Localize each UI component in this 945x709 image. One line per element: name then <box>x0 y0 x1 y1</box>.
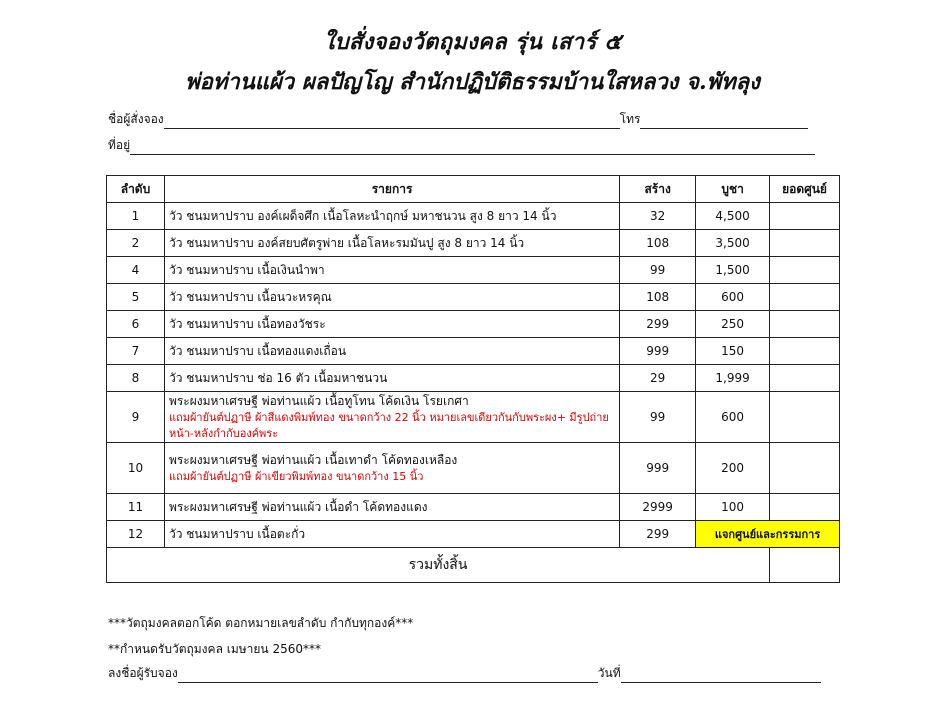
header-price: บูชา <box>696 176 770 203</box>
row-item-cell <box>164 443 619 494</box>
row-price: 250 <box>696 311 770 338</box>
row-price: 4,500 <box>696 203 770 230</box>
phone-label: โทร <box>619 112 641 126</box>
row-item: วัว ชนมหาปราบ องค์สยบศัตรูพ่าย เนื้อโลหะรมมันปู สูง 8 ยาว 14 นิ้ว <box>164 230 619 257</box>
total-amount-field[interactable] <box>770 548 840 583</box>
row-made: 108 <box>620 284 696 311</box>
header-made: สร้าง <box>620 176 696 203</box>
header-no: ลำดับ <box>107 176 165 203</box>
row-price: 150 <box>696 338 770 365</box>
row-no: 6 <box>107 311 165 338</box>
address-label: ที่อยู่ <box>108 138 131 152</box>
table-row <box>107 203 840 230</box>
row-no: 2 <box>107 230 165 257</box>
address-field[interactable] <box>130 140 815 155</box>
row-made: 299 <box>620 521 696 548</box>
row-item: วัว ชนมหาปราบ องค์เผด็จศึก เนื้อโลหะนำฤกษ์ มหาชนวน สูง 8 ยาว 14 นิ้ว <box>164 203 619 230</box>
table-row <box>107 338 840 365</box>
row-price: 3,500 <box>696 230 770 257</box>
row-item: พระผงมหาเศรษฐี พ่อท่านแผ้ว เนื้อทูโทน โค้ดเงิน โรยเกศา <box>168 394 469 408</box>
row-made: 99 <box>620 257 696 284</box>
row-item: วัว ชนมหาปราบ เนื้อทองวัชระ <box>164 311 619 338</box>
row-price: 600 <box>696 392 770 443</box>
row-no: 8 <box>107 365 165 392</box>
row-amount-field[interactable] <box>770 338 840 365</box>
row-no: 7 <box>107 338 165 365</box>
date-field[interactable] <box>621 668 821 683</box>
name-field[interactable] <box>164 114 620 129</box>
table-row <box>107 284 840 311</box>
row-item: วัว ชนมหาปราบ ช่อ 16 ตัว เนื้อมหาชนวน <box>164 365 619 392</box>
total-label: รวมทั้งสิ้น <box>107 548 770 583</box>
row-price: 100 <box>696 494 770 521</box>
row-amount-field[interactable] <box>770 284 840 311</box>
sign-label: ลงชื่อผู้รับจอง <box>108 666 178 680</box>
row-item: วัว ชนมหาปราบ เนื้อนวะหรคุณ <box>164 284 619 311</box>
table-row <box>107 365 840 392</box>
row-amount-field[interactable] <box>770 230 840 257</box>
row-made: 999 <box>620 443 696 494</box>
row-amount-field[interactable] <box>770 443 840 494</box>
row-made: 108 <box>620 230 696 257</box>
name-label: ชื่อผู้สั่งจอง <box>108 112 164 126</box>
row-item: พระผงมหาเศรษฐี พ่อท่านแผ้ว เนื้อเทาดำ โค้ดทองเหลือง <box>168 453 458 467</box>
header-item: รายการ <box>164 176 619 203</box>
table-row <box>107 521 840 548</box>
row-no: 5 <box>107 284 165 311</box>
date-label: วันที่ <box>597 666 621 680</box>
table-header-row <box>107 176 840 203</box>
table-row <box>107 311 840 338</box>
row-item: วัว ชนมหาปราบ เนื้อตะกั่ว <box>164 521 619 548</box>
row-no: 4 <box>107 257 165 284</box>
table-row <box>107 230 840 257</box>
row-amount-field[interactable] <box>770 392 840 443</box>
total-row <box>107 548 840 583</box>
row-price: 1,500 <box>696 257 770 284</box>
row-price: 200 <box>696 443 770 494</box>
row-item-note: แถมผ้ายันต์ปฏาษี ผ้าเขียวพิมพ์ทอง ขนาดกว้าง 15 นิ้ว <box>168 470 424 483</box>
row-item: วัว ชนมหาปราบ เนื้อเงินนำพา <box>164 257 619 284</box>
row-amount-field[interactable] <box>770 257 840 284</box>
row-item-cell <box>164 392 619 443</box>
row-made: 32 <box>620 203 696 230</box>
row-item: พระผงมหาเศรษฐี พ่อท่านแผ้ว เนื้อดำ โค้ดทองแดง <box>164 494 619 521</box>
row-no: 10 <box>107 443 165 494</box>
row-amount-field[interactable] <box>770 203 840 230</box>
row-made: 999 <box>620 338 696 365</box>
table-row <box>107 443 840 494</box>
order-table <box>106 175 840 583</box>
header-amount: ยอดศูนย์ <box>770 176 840 203</box>
row-made: 29 <box>620 365 696 392</box>
address-row <box>108 136 815 155</box>
row-price: 600 <box>696 284 770 311</box>
phone-field[interactable] <box>640 114 808 129</box>
row-item: วัว ชนมหาปราบ เนื้อทองแดงเถื่อน <box>164 338 619 365</box>
table-row <box>107 494 840 521</box>
row-price-highlight: แจกศูนย์และกรรมการ <box>696 521 840 548</box>
signature-row <box>108 664 821 683</box>
note-pickup-date: **กำหนดรับวัตถุมงคล เมษายน 2560*** <box>108 642 321 656</box>
row-no: 1 <box>107 203 165 230</box>
table-row <box>107 392 840 443</box>
name-phone-row <box>108 110 808 129</box>
row-item-note: แถมผ้ายันต์ปฏาษี ผ้าสีแดงพิมพ์ทอง ขนาดกว้าง 22 นิ้ว หมายเลขเดียวกันกับพระผง+ มีรูปถ่ายหน้า-หลังกำกับองค์พระ <box>168 411 609 440</box>
document-subtitle: พ่อท่านแผ้ว ผลปัญโญ สำนักปฏิบัติธรรมบ้านใสหลวง จ.พัทลุง <box>185 69 760 95</box>
table-row <box>107 257 840 284</box>
row-no: 11 <box>107 494 165 521</box>
row-no: 12 <box>107 521 165 548</box>
row-price: 1,999 <box>696 365 770 392</box>
note-code-stamped: ***วัตถุมงคลตอกโค้ด ตอกหมายเลขลำดับ กำกับทุกองค์*** <box>108 616 414 630</box>
row-amount-field[interactable] <box>770 494 840 521</box>
row-no: 9 <box>107 392 165 443</box>
row-made: 299 <box>620 311 696 338</box>
row-made: 99 <box>620 392 696 443</box>
row-amount-field[interactable] <box>770 365 840 392</box>
row-made: 2999 <box>620 494 696 521</box>
sign-field[interactable] <box>178 668 598 683</box>
row-amount-field[interactable] <box>770 311 840 338</box>
document-title: ใบสั่งจองวัตถุมงคล รุ่น เสาร์ ๕ <box>323 29 622 55</box>
